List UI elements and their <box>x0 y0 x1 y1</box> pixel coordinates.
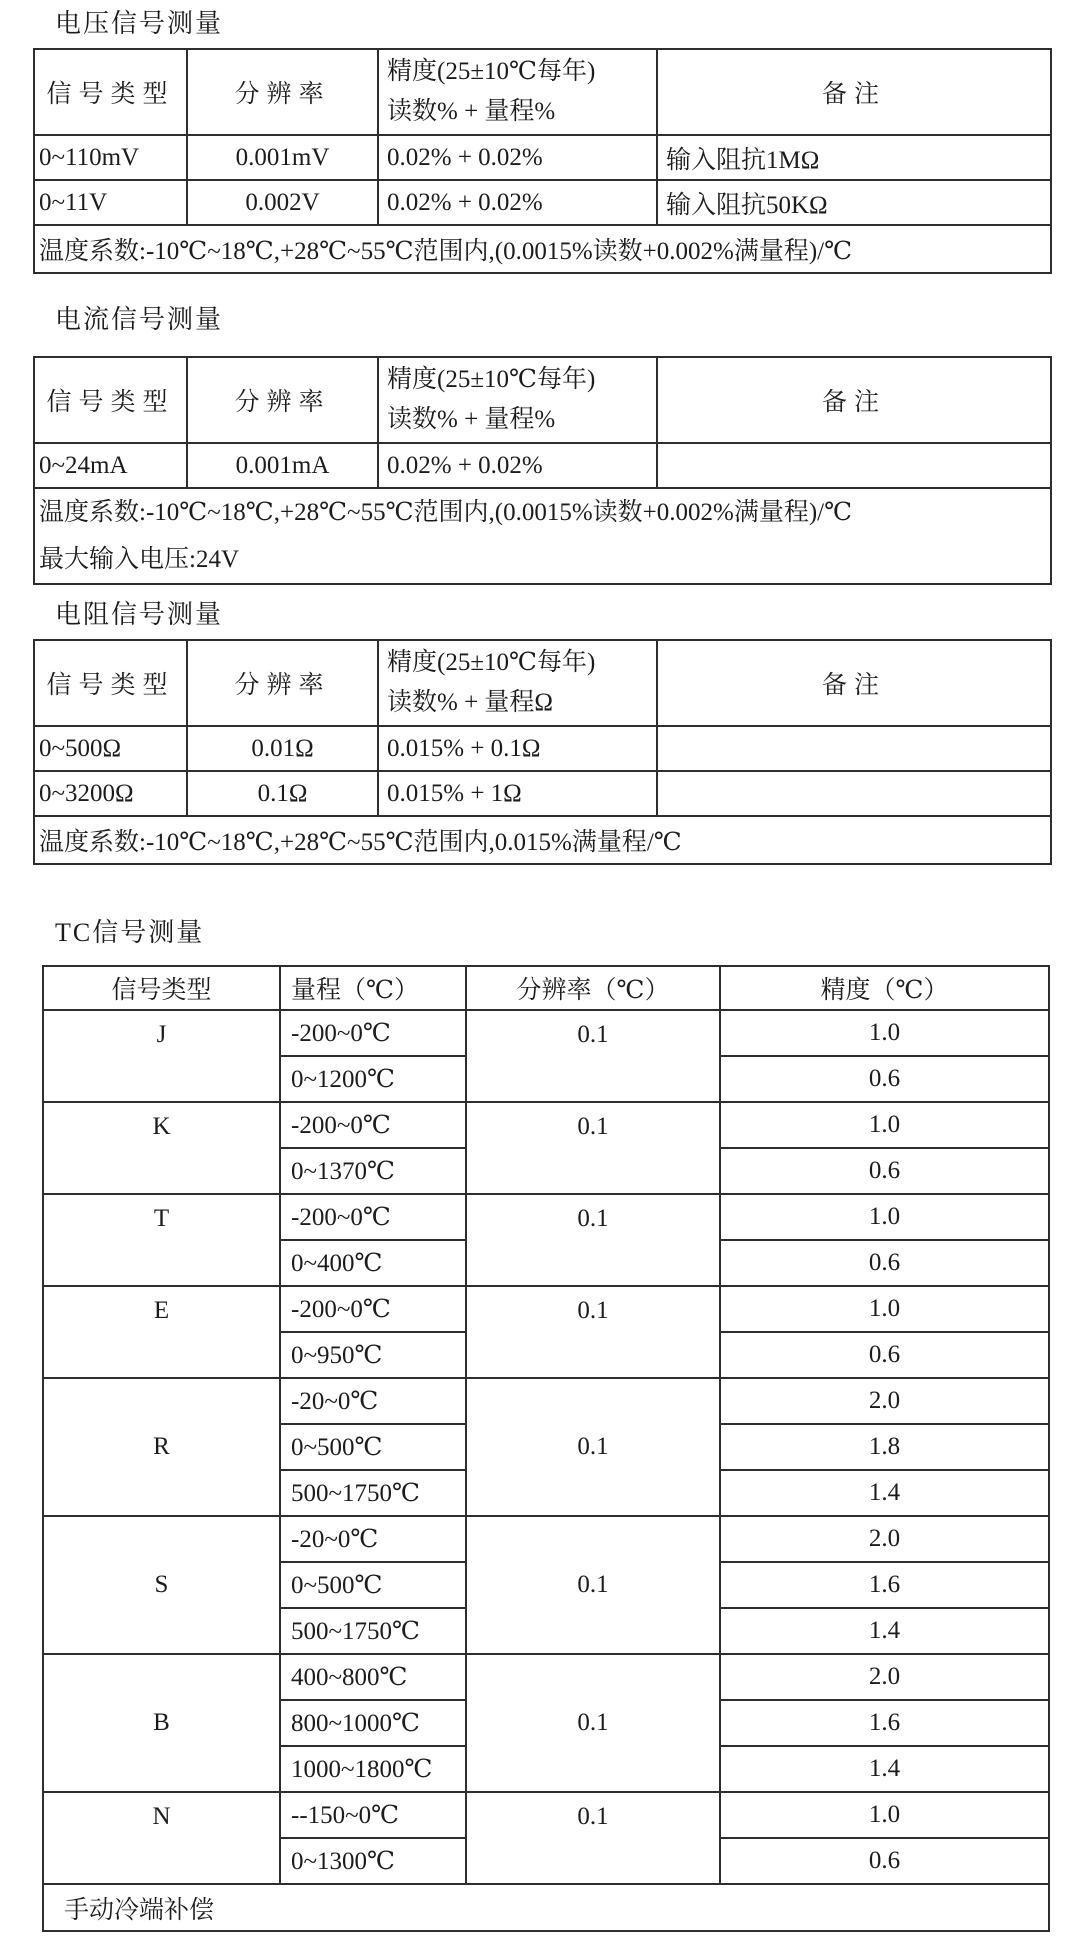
tc-range-cell: 0~1300℃ <box>280 1838 466 1884</box>
resistance-header-accuracy <box>378 640 657 726</box>
tc-cold-junction-note: 手动冷端补偿 <box>43 1884 1049 1931</box>
tc-range-cell: --150~0℃ <box>280 1792 466 1838</box>
tc-accuracy-cell: 0.6 <box>720 1148 1049 1194</box>
tc-resolution-cell: 0.1 <box>466 1010 720 1102</box>
note-cell: 输入阻抗1MΩ <box>657 135 1051 180</box>
resolution-cell: 0.1Ω <box>187 771 378 816</box>
resolution-cell: 0.01Ω <box>187 726 378 771</box>
accuracy-cell: 0.015% + 0.1Ω <box>378 726 657 771</box>
tc-section <box>0 917 1080 1932</box>
tc-accuracy-cell: 0.6 <box>720 1056 1049 1102</box>
voltage-header-accuracy-line2: 读数% + 量程% <box>387 98 556 125</box>
current-header-row <box>34 357 1051 443</box>
voltage-header-resolution: 分辨率 <box>187 49 378 135</box>
tc-row-T-1 <box>43 1194 1049 1240</box>
voltage-footer-row <box>34 225 1051 273</box>
resistance-header-signal-type: 信号类型 <box>34 640 187 726</box>
current-section-title: 电流信号测量 <box>55 305 224 334</box>
resistance-table <box>33 639 1052 865</box>
tc-accuracy-cell: 1.4 <box>720 1608 1049 1654</box>
resistance-header-note: 备注 <box>657 640 1051 726</box>
tc-header-row <box>43 966 1049 1010</box>
resolution-cell: 0.001mV <box>187 135 378 180</box>
resistance-header-resolution: 分辨率 <box>187 640 378 726</box>
tc-resolution-cell: 0.1 <box>466 1194 720 1286</box>
tc-table <box>42 965 1050 1932</box>
accuracy-cell: 0.02% + 0.02% <box>378 180 657 225</box>
tc-type-R: R <box>43 1378 280 1516</box>
tc-header-signal-type: 信号类型 <box>43 966 280 1010</box>
note-cell <box>657 443 1051 488</box>
current-max-input-voltage-note: 最大输入电压:24V <box>39 546 240 573</box>
resolution-cell: 0.001mA <box>187 443 378 488</box>
tc-range-cell: 1000~1800℃ <box>280 1746 466 1792</box>
tc-type-J: J <box>43 1010 280 1102</box>
tc-accuracy-cell: 1.6 <box>720 1562 1049 1608</box>
tc-range-cell: 800~1000℃ <box>280 1700 466 1746</box>
current-temp-coefficient-note: 温度系数:-10℃~18℃,+28℃~55℃范围内,(0.0015%读数+0.002%满量程)/℃ <box>39 499 853 526</box>
tc-range-cell: 500~1750℃ <box>280 1608 466 1654</box>
tc-accuracy-cell: 1.4 <box>720 1746 1049 1792</box>
tc-row-R-1 <box>43 1378 1049 1424</box>
tc-accuracy-cell: 2.0 <box>720 1516 1049 1562</box>
tc-header-range: 量程（℃） <box>280 966 466 1010</box>
voltage-row-2 <box>34 180 1051 225</box>
tc-row-N-1 <box>43 1792 1049 1838</box>
resistance-row-2 <box>34 771 1051 816</box>
tc-range-cell: -200~0℃ <box>280 1286 466 1332</box>
voltage-temp-coefficient-note: 温度系数:-10℃~18℃,+28℃~55℃范围内,(0.0015%读数+0.002%满量程)/℃ <box>34 225 1051 273</box>
resistance-section <box>0 599 1080 865</box>
tc-range-cell: 0~950℃ <box>280 1332 466 1378</box>
voltage-section-title: 电压信号测量 <box>55 9 224 38</box>
tc-type-N: N <box>43 1792 280 1884</box>
tc-accuracy-cell: 1.0 <box>720 1010 1049 1056</box>
resistance-footer-row <box>34 816 1051 864</box>
signal-type-cell: 0~3200Ω <box>34 771 187 816</box>
resolution-cell: 0.002V <box>187 180 378 225</box>
signal-type-cell: 0~110mV <box>34 135 187 180</box>
tc-section-title: TC信号测量 <box>55 918 205 947</box>
accuracy-cell: 0.02% + 0.02% <box>378 135 657 180</box>
voltage-header-accuracy <box>378 49 657 135</box>
resistance-header-row <box>34 640 1051 726</box>
tc-range-cell: -20~0℃ <box>280 1516 466 1562</box>
tc-accuracy-cell: 1.0 <box>720 1792 1049 1838</box>
tc-range-cell: 0~1200℃ <box>280 1056 466 1102</box>
signal-type-cell: 0~24mA <box>34 443 187 488</box>
tc-resolution-cell: 0.1 <box>466 1516 720 1654</box>
resistance-temp-coefficient-note: 温度系数:-10℃~18℃,+28℃~55℃范围内,0.015%满量程/℃ <box>34 816 1051 864</box>
tc-range-cell: 0~500℃ <box>280 1562 466 1608</box>
tc-row-B-1 <box>43 1654 1049 1700</box>
current-table <box>33 356 1052 585</box>
tc-range-cell: -200~0℃ <box>280 1010 466 1056</box>
tc-range-cell: 400~800℃ <box>280 1654 466 1700</box>
resistance-row-1 <box>34 726 1051 771</box>
tc-accuracy-cell: 1.0 <box>720 1102 1049 1148</box>
tc-accuracy-cell: 1.4 <box>720 1470 1049 1516</box>
tc-accuracy-cell: 0.6 <box>720 1240 1049 1286</box>
tc-accuracy-cell: 1.0 <box>720 1286 1049 1332</box>
tc-type-S: S <box>43 1516 280 1654</box>
resistance-section-title: 电阻信号测量 <box>55 600 224 629</box>
tc-footer-row <box>43 1884 1049 1931</box>
tc-type-B: B <box>43 1654 280 1792</box>
tc-range-cell: -20~0℃ <box>280 1378 466 1424</box>
note-cell: 输入阻抗50KΩ <box>657 180 1051 225</box>
tc-range-cell: 0~400℃ <box>280 1240 466 1286</box>
current-header-accuracy-line1: 精度(25±10℃每年) <box>387 366 596 393</box>
tc-header-resolution: 分辨率（℃） <box>466 966 720 1010</box>
tc-range-cell: -200~0℃ <box>280 1102 466 1148</box>
tc-type-T: T <box>43 1194 280 1286</box>
tc-accuracy-cell: 2.0 <box>720 1654 1049 1700</box>
current-footer-cell <box>34 488 1051 584</box>
tc-accuracy-cell: 1.0 <box>720 1194 1049 1240</box>
current-row-1 <box>34 443 1051 488</box>
voltage-section <box>0 8 1080 274</box>
tc-accuracy-cell: 0.6 <box>720 1332 1049 1378</box>
tc-resolution-cell: 0.1 <box>466 1286 720 1378</box>
voltage-row-1 <box>34 135 1051 180</box>
accuracy-cell: 0.015% + 1Ω <box>378 771 657 816</box>
tc-accuracy-cell: 2.0 <box>720 1378 1049 1424</box>
note-cell <box>657 771 1051 816</box>
voltage-header-accuracy-line1: 精度(25±10℃每年) <box>387 58 596 85</box>
tc-type-E: E <box>43 1286 280 1378</box>
tc-resolution-cell: 0.1 <box>466 1102 720 1194</box>
current-section <box>0 304 1080 585</box>
tc-header-accuracy: 精度（℃） <box>720 966 1049 1010</box>
tc-row-J-1 <box>43 1010 1049 1056</box>
current-footer-row <box>34 488 1051 584</box>
note-cell <box>657 726 1051 771</box>
tc-row-K-1 <box>43 1102 1049 1148</box>
current-header-signal-type: 信号类型 <box>34 357 187 443</box>
tc-resolution-cell: 0.1 <box>466 1792 720 1884</box>
tc-resolution-cell: 0.1 <box>466 1654 720 1792</box>
tc-accuracy-cell: 1.8 <box>720 1424 1049 1470</box>
voltage-header-row <box>34 49 1051 135</box>
signal-type-cell: 0~500Ω <box>34 726 187 771</box>
tc-range-cell: 0~500℃ <box>280 1424 466 1470</box>
voltage-header-signal-type: 信号类型 <box>34 49 187 135</box>
signal-type-cell: 0~11V <box>34 180 187 225</box>
tc-row-S-1 <box>43 1516 1049 1562</box>
current-header-accuracy-line2: 读数% + 量程% <box>387 406 556 433</box>
tc-range-cell: -200~0℃ <box>280 1194 466 1240</box>
tc-range-cell: 500~1750℃ <box>280 1470 466 1516</box>
tc-accuracy-cell: 1.6 <box>720 1700 1049 1746</box>
tc-resolution-cell: 0.1 <box>466 1378 720 1516</box>
accuracy-cell: 0.02% + 0.02% <box>378 443 657 488</box>
current-header-note: 备注 <box>657 357 1051 443</box>
current-header-accuracy <box>378 357 657 443</box>
voltage-header-note: 备注 <box>657 49 1051 135</box>
voltage-table <box>33 48 1052 274</box>
tc-accuracy-cell: 0.6 <box>720 1838 1049 1884</box>
resistance-header-accuracy-line2: 读数% + 量程Ω <box>387 689 554 716</box>
tc-type-K: K <box>43 1102 280 1194</box>
current-header-resolution: 分辨率 <box>187 357 378 443</box>
resistance-header-accuracy-line1: 精度(25±10℃每年) <box>387 649 596 676</box>
tc-row-E-1 <box>43 1286 1049 1332</box>
tc-range-cell: 0~1370℃ <box>280 1148 466 1194</box>
